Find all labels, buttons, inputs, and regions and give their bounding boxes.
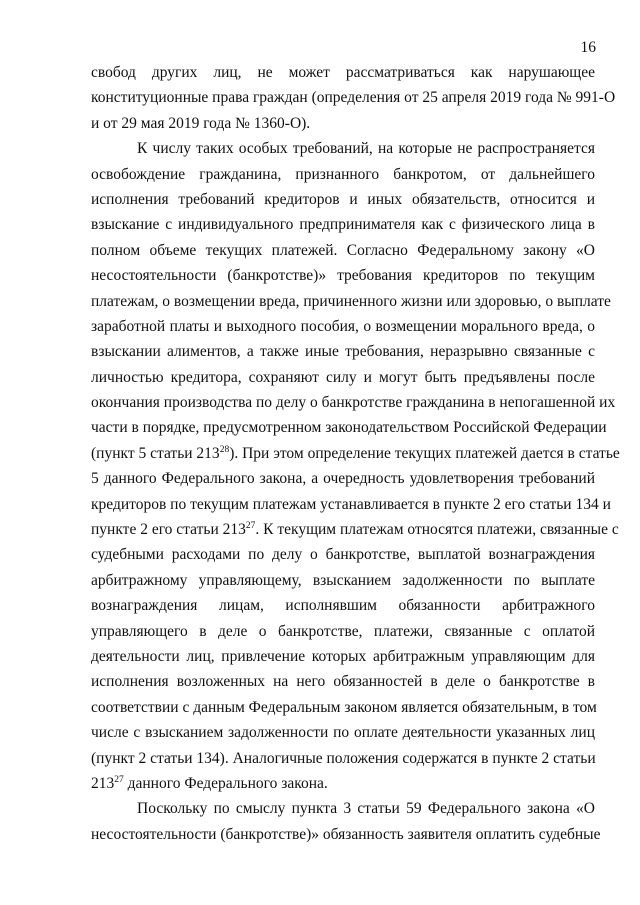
text-line: освобождение гражданина, признанного банкротом, от дальнейшего (91, 165, 595, 183)
text-line: арбитражному управляющему, взысканием задолженности по выплате (91, 571, 595, 589)
paragraph-3 (91, 796, 601, 847)
text-line: личностью кредитора, сохраняют силу и могут быть предъявлены после (91, 368, 595, 386)
page-number: 16 (580, 39, 596, 56)
text-line: Поскольку по смыслу пункта 3 статьи 59 Федерального закона «О (137, 800, 595, 818)
text-line: свобод других лиц, не может рассматриваться как нарушающее (91, 64, 595, 81)
text-line: части в порядке, предусмотренном законодательством Российской Федерации (91, 419, 607, 437)
footnote-ref: 28 (219, 444, 230, 455)
text-line: (пункт 2 статьи 134). Аналогичные положения содержатся в пункте 2 статьи (91, 749, 596, 767)
text-line: окончания производства по делу о банкротстве гражданина в непогашенной их (91, 394, 616, 412)
footnote-ref: 27 (114, 774, 124, 785)
text-fragment: пункте 2 его статьи 213 (91, 521, 246, 539)
text-line: платежам, о возмещении вреда, причиненного жизни или здоровью, о выплате (91, 292, 611, 310)
text-line (91, 771, 595, 796)
text-line: полном объеме текущих платежей. Согласно Федеральному закону «О (91, 241, 595, 259)
text-line: кредиторов по текущим платежам устанавливается в пункте 2 его статьи 134 и (91, 495, 611, 513)
text-fragment: ). При этом определение текущих платежей дается в статье (229, 444, 620, 462)
text-line: исполнения возложенных на него обязанностей в деле о банкротстве в (91, 673, 595, 691)
text-line: взыскании алиментов, а также иные требования, неразрывно связанные с (91, 343, 595, 361)
footnote-ref: 27 (245, 520, 256, 531)
text-fragment: . К текущим платежам относятся платежи, связанные с (255, 521, 619, 539)
text-fragment: (пункт 5 статьи 213 (91, 444, 220, 462)
text-fragment: данного Федерального закона. (123, 774, 328, 792)
paragraph-2 (91, 136, 620, 796)
text-line: вознаграждения лицам, исполнявшим обязанности арбитражного (91, 597, 595, 615)
text-fragment: 213 (91, 774, 115, 792)
text-line (91, 517, 619, 542)
text-line: конституционные права граждан (определения от 25 апреля 2019 года № 991-О (91, 89, 616, 107)
paragraph-1 (91, 60, 616, 136)
text-line: деятельности лиц, привлечение которых арбитражным управляющим для (91, 647, 595, 665)
text-line: исполнения требований кредиторов и иных обязательств, относится и (91, 190, 595, 208)
text-line: судебными расходами по делу о банкротстве, выплатой вознаграждения (91, 546, 595, 564)
text-line: и от 29 мая 2019 года № 1360-О). (91, 114, 311, 132)
text-line: 5 данного Федерального закона, а очередность удовлетворения требований (91, 470, 595, 488)
text-line: несостоятельности (банкротстве)» обязанность заявителя оплатить судебные (91, 825, 601, 843)
document-body (91, 60, 620, 847)
text-line: заработной платы и выходного пособия, о возмещении морального вреда, о (91, 317, 595, 335)
text-line: соответствии с данным Федеральным законом является обязательным, в том (91, 698, 597, 716)
text-line: управляющего в деле о банкротстве, платежи, связанные с оплатой (91, 622, 595, 640)
text-line: К числу таких особых требований, на которые не распространяется (137, 140, 595, 158)
text-line: числе с взысканием задолженности по оплате деятельности указанных лиц (91, 724, 595, 742)
text-line: несостоятельности (банкротстве)» требования кредиторов по текущим (91, 267, 595, 285)
text-line (91, 441, 620, 466)
text-line: взыскание с индивидуального предпринимателя как с физического лица в (91, 216, 595, 234)
